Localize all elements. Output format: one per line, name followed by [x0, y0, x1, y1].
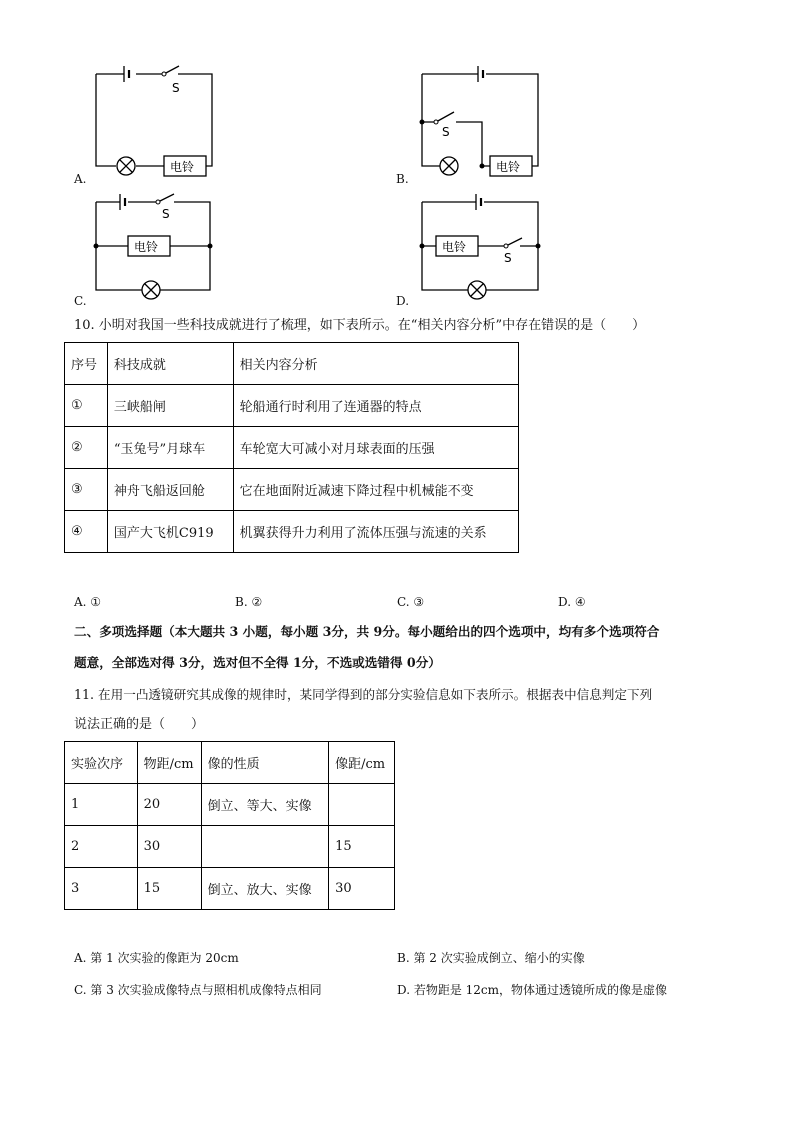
table-cell: 20	[137, 784, 201, 826]
table-header: 物距/cm	[137, 742, 201, 784]
table-cell: 2	[65, 826, 138, 868]
bell-label: 电铃	[442, 240, 467, 254]
q11-stem: 11. 在用一凸透镜研究其成像的规律时，某同学得到的部分实验信息如下表所示。根据表中信息判定下列	[74, 687, 653, 702]
switch-label: S	[504, 251, 512, 265]
table-row	[65, 511, 519, 553]
q10-stem: 10. 小明对我国一些科技成就进行了梳理，如下表所示。在“相关内容分析”中存在错误的是（ ）	[74, 318, 646, 333]
table-cell: 轮船通行时利用了连通器的特点	[233, 385, 518, 427]
table-cell: ④	[65, 511, 108, 553]
table-header: 像距/cm	[329, 742, 395, 784]
q10-option-d[interactable]: D. ④	[558, 595, 586, 609]
table-header-row	[65, 343, 519, 385]
table-header: 科技成就	[107, 343, 233, 385]
table-cell: 倒立、放大、实像	[201, 868, 329, 910]
table-cell: 神舟飞船返回舱	[107, 469, 233, 511]
table-cell: 15	[329, 826, 395, 868]
table-cell: 30	[137, 826, 201, 868]
option-b-circuit[interactable]: B.	[396, 172, 409, 186]
q10-table	[64, 342, 519, 553]
table-cell: ①	[65, 385, 108, 427]
q11-option-b[interactable]: B. 第 2 次实验成倒立、缩小的实像	[397, 951, 585, 965]
section-heading: 二、多项选择题（本大题共 3 小题，每小题 3分，共 9分。每小题给出的四个选项中，均有多个选项符合	[74, 624, 660, 639]
table-cell: 30	[329, 868, 395, 910]
switch-label: S	[162, 207, 170, 221]
q11-option-c[interactable]: C. 第 3 次实验成像特点与照相机成像特点相同	[74, 983, 322, 997]
table-cell: ②	[65, 427, 108, 469]
table-header: 相关内容分析	[233, 343, 518, 385]
table-row	[65, 469, 519, 511]
table-cell: 3	[65, 868, 138, 910]
table-row	[65, 385, 519, 427]
bell-label: 电铃	[170, 160, 195, 174]
section-heading-cont: 题意，全部选对得 3分，选对但不全得 1分，不选或选错得 0分）	[74, 655, 441, 670]
table-cell: 它在地面附近减速下降过程中机械能不变	[233, 469, 518, 511]
bell-label: 电铃	[496, 160, 521, 174]
table-header: 实验次序	[65, 742, 138, 784]
switch-label: S	[442, 125, 450, 139]
table-cell: 车轮宽大可减小对月球表面的压强	[233, 427, 518, 469]
table-header-row	[65, 742, 395, 784]
table-header: 像的性质	[201, 742, 329, 784]
circuit-a	[90, 62, 220, 184]
q11-table	[64, 741, 395, 910]
q10-option-a[interactable]: A. ①	[74, 595, 102, 609]
table-cell	[201, 826, 329, 868]
circuit-d	[412, 188, 547, 302]
table-cell: 国产大飞机C919	[107, 511, 233, 553]
q11-stem-cont: 说法正确的是（ ）	[74, 717, 205, 732]
table-cell	[329, 784, 395, 826]
table-cell: 倒立、等大、实像	[201, 784, 329, 826]
circuit-c	[88, 188, 220, 302]
table-row	[65, 427, 519, 469]
option-c-circuit[interactable]: C.	[74, 294, 87, 308]
table-row	[65, 868, 395, 910]
table-cell: 15	[137, 868, 201, 910]
q10-option-c[interactable]: C. ③	[397, 595, 425, 609]
table-header: 序号	[65, 343, 108, 385]
table-cell: 机翼获得升力利用了流体压强与流速的关系	[233, 511, 518, 553]
table-cell: 三峡船闸	[107, 385, 233, 427]
option-d-circuit[interactable]: D.	[396, 294, 410, 308]
option-a-circuit[interactable]: A.	[74, 172, 87, 186]
table-row	[65, 826, 395, 868]
bell-label: 电铃	[134, 240, 159, 254]
table-cell: “玉兔号”月球车	[107, 427, 233, 469]
switch-label: S	[172, 81, 180, 95]
table-cell: 1	[65, 784, 138, 826]
q10-option-b[interactable]: B. ②	[235, 595, 263, 609]
q11-option-d[interactable]: D. 若物距是 12cm，物体通过透镜所成的像是虚像	[397, 983, 668, 997]
circuit-b	[412, 62, 547, 184]
q11-option-a[interactable]: A. 第 1 次实验的像距为 20cm	[74, 951, 239, 965]
table-row	[65, 784, 395, 826]
table-cell: ③	[65, 469, 108, 511]
